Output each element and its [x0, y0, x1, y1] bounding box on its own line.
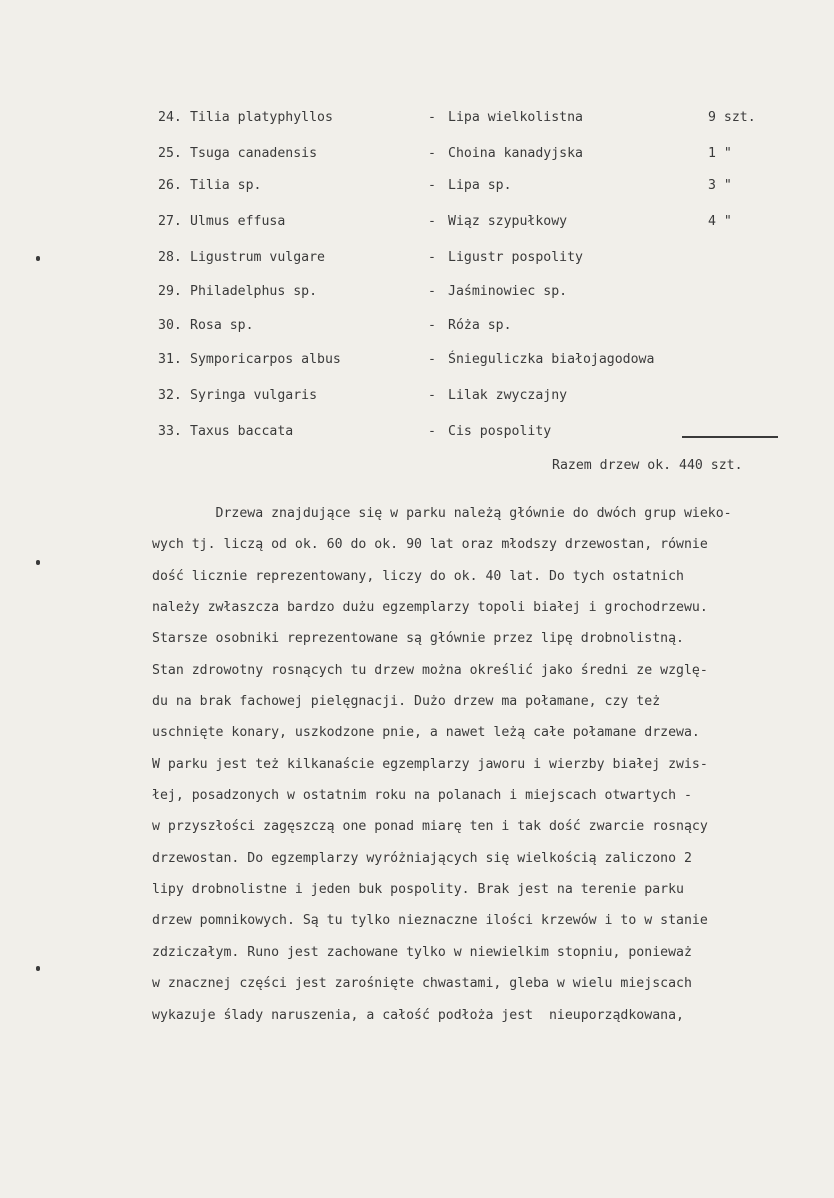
item-number: 29. — [158, 284, 182, 299]
item-number: 32. — [158, 388, 182, 403]
paragraph-line: wych tj. liczą od ok. 60 do ok. 90 lat oraz młodszy drzewostan, równie — [152, 537, 708, 553]
polish-name: Choina kanadyjska — [448, 146, 583, 161]
quantity: 1 " — [708, 146, 732, 161]
latin-name: Rosa sp. — [190, 318, 254, 333]
polish-name: Róża sp. — [448, 318, 512, 333]
paragraph-line: Starsze osobniki reprezentowane są głównie przez lipę drobnolistną. — [152, 631, 684, 647]
latin-name: Philadelphus sp. — [190, 284, 318, 299]
latin-name: Ulmus effusa — [190, 214, 286, 229]
list-item — [0, 108, 834, 128]
item-number: 28. — [158, 250, 182, 265]
paragraph-line: należy zwłaszcza bardzo dużu egzemplarzy topoli białej i grochodrzewu. — [152, 600, 708, 616]
dash-separator: - — [428, 214, 436, 229]
polish-name: Cis pospolity — [448, 424, 552, 439]
total-line: Razem drzew ok. 440 szt. — [552, 458, 743, 473]
paragraph-line: wykazuje ślady naruszenia, a całość podłoża jest nieuporządkowana, — [152, 1007, 684, 1023]
latin-name: Tilia platyphyllos — [190, 110, 333, 125]
paragraph-line: dość licznie reprezentowany, liczy do ok. 40 lat. Do tych ostatnich — [152, 568, 684, 584]
list-item — [0, 282, 834, 302]
dash-separator: - — [428, 352, 436, 367]
item-number: 30. — [158, 318, 182, 333]
dash-separator: - — [428, 424, 436, 439]
latin-name: Taxus baccata — [190, 424, 294, 439]
paragraph-line: zdziczałym. Runo jest zachowane tylko w niewielkim stopniu, ponieważ — [152, 944, 692, 960]
binder-hole-mark — [36, 966, 40, 971]
quantity: 3 " — [708, 178, 732, 193]
total-underline — [682, 436, 778, 438]
polish-name: Lipa wielkolistna — [448, 110, 583, 125]
paragraph-line: lipy drobnolistne i jeden buk pospolity. Brak jest na terenie parku — [152, 882, 684, 898]
list-item — [0, 144, 834, 164]
dash-separator: - — [428, 388, 436, 403]
dash-separator: - — [428, 178, 436, 193]
list-item — [0, 248, 834, 268]
item-number: 31. — [158, 352, 182, 367]
list-item — [0, 316, 834, 336]
item-number: 24. — [158, 110, 182, 125]
item-number: 26. — [158, 178, 182, 193]
body-paragraph — [152, 498, 792, 1031]
item-number: 33. — [158, 424, 182, 439]
dash-separator: - — [428, 318, 436, 333]
dash-separator: - — [428, 146, 436, 161]
list-item — [0, 386, 834, 406]
item-number: 27. — [158, 214, 182, 229]
paragraph-line: uschnięte konary, uszkodzone pnie, a nawet leżą całe połamane drzewa. — [152, 725, 700, 741]
latin-name: Tilia sp. — [190, 178, 262, 193]
polish-name: Śnieguliczka białojagodowa — [448, 352, 655, 367]
list-item — [0, 422, 834, 442]
dash-separator: - — [428, 284, 436, 299]
latin-name: Tsuga canadensis — [190, 146, 318, 161]
paragraph-line: Stan zdrowotny rosnących tu drzew można określić jako średni ze wzglę- — [152, 662, 708, 678]
paragraph-line: du na brak fachowej pielęgnacji. Dużo drzew ma połamane, czy też — [152, 694, 661, 710]
list-item — [0, 212, 834, 232]
polish-name: Lilak zwyczajny — [448, 388, 568, 403]
dash-separator: - — [428, 250, 436, 265]
paragraph-line: łej, posadzonych w ostatnim roku na polanach i miejscach otwartych - — [152, 788, 692, 804]
binder-hole-mark — [36, 560, 40, 565]
paragraph-line: w przyszłości zagęszczą one ponad miarę ten i tak dość zwarcie rosnący — [152, 819, 708, 835]
quantity: 4 " — [708, 214, 732, 229]
polish-name: Wiąz szypułkowy — [448, 214, 568, 229]
paragraph-line: drzewostan. Do egzemplarzy wyróżniających się wielkością zaliczono 2 — [152, 850, 692, 866]
polish-name: Lipa sp. — [448, 178, 512, 193]
latin-name: Ligustrum vulgare — [190, 250, 325, 265]
list-item — [0, 176, 834, 196]
latin-name: Symporicarpos albus — [190, 352, 341, 367]
dash-separator: - — [428, 110, 436, 125]
quantity: 9 szt. — [708, 110, 756, 125]
paragraph-line: Drzewa znajdujące się w parku należą głównie do dwóch grup wieko- — [152, 506, 732, 521]
paragraph-line: w znacznej części jest zarośnięte chwastami, gleba w wielu miejscach — [152, 976, 692, 992]
polish-name: Jaśminowiec sp. — [448, 284, 568, 299]
list-item — [0, 350, 834, 370]
paragraph-line: drzew pomnikowych. Są tu tylko nieznaczne ilości krzewów i to w stanie — [152, 913, 708, 929]
latin-name: Syringa vulgaris — [190, 388, 318, 403]
paragraph-line: W parku jest też kilkanaście egzemplarzy jaworu i wierzby białej zwis- — [152, 756, 708, 772]
item-number: 25. — [158, 146, 182, 161]
polish-name: Ligustr pospolity — [448, 250, 583, 265]
binder-hole-mark — [36, 256, 40, 261]
